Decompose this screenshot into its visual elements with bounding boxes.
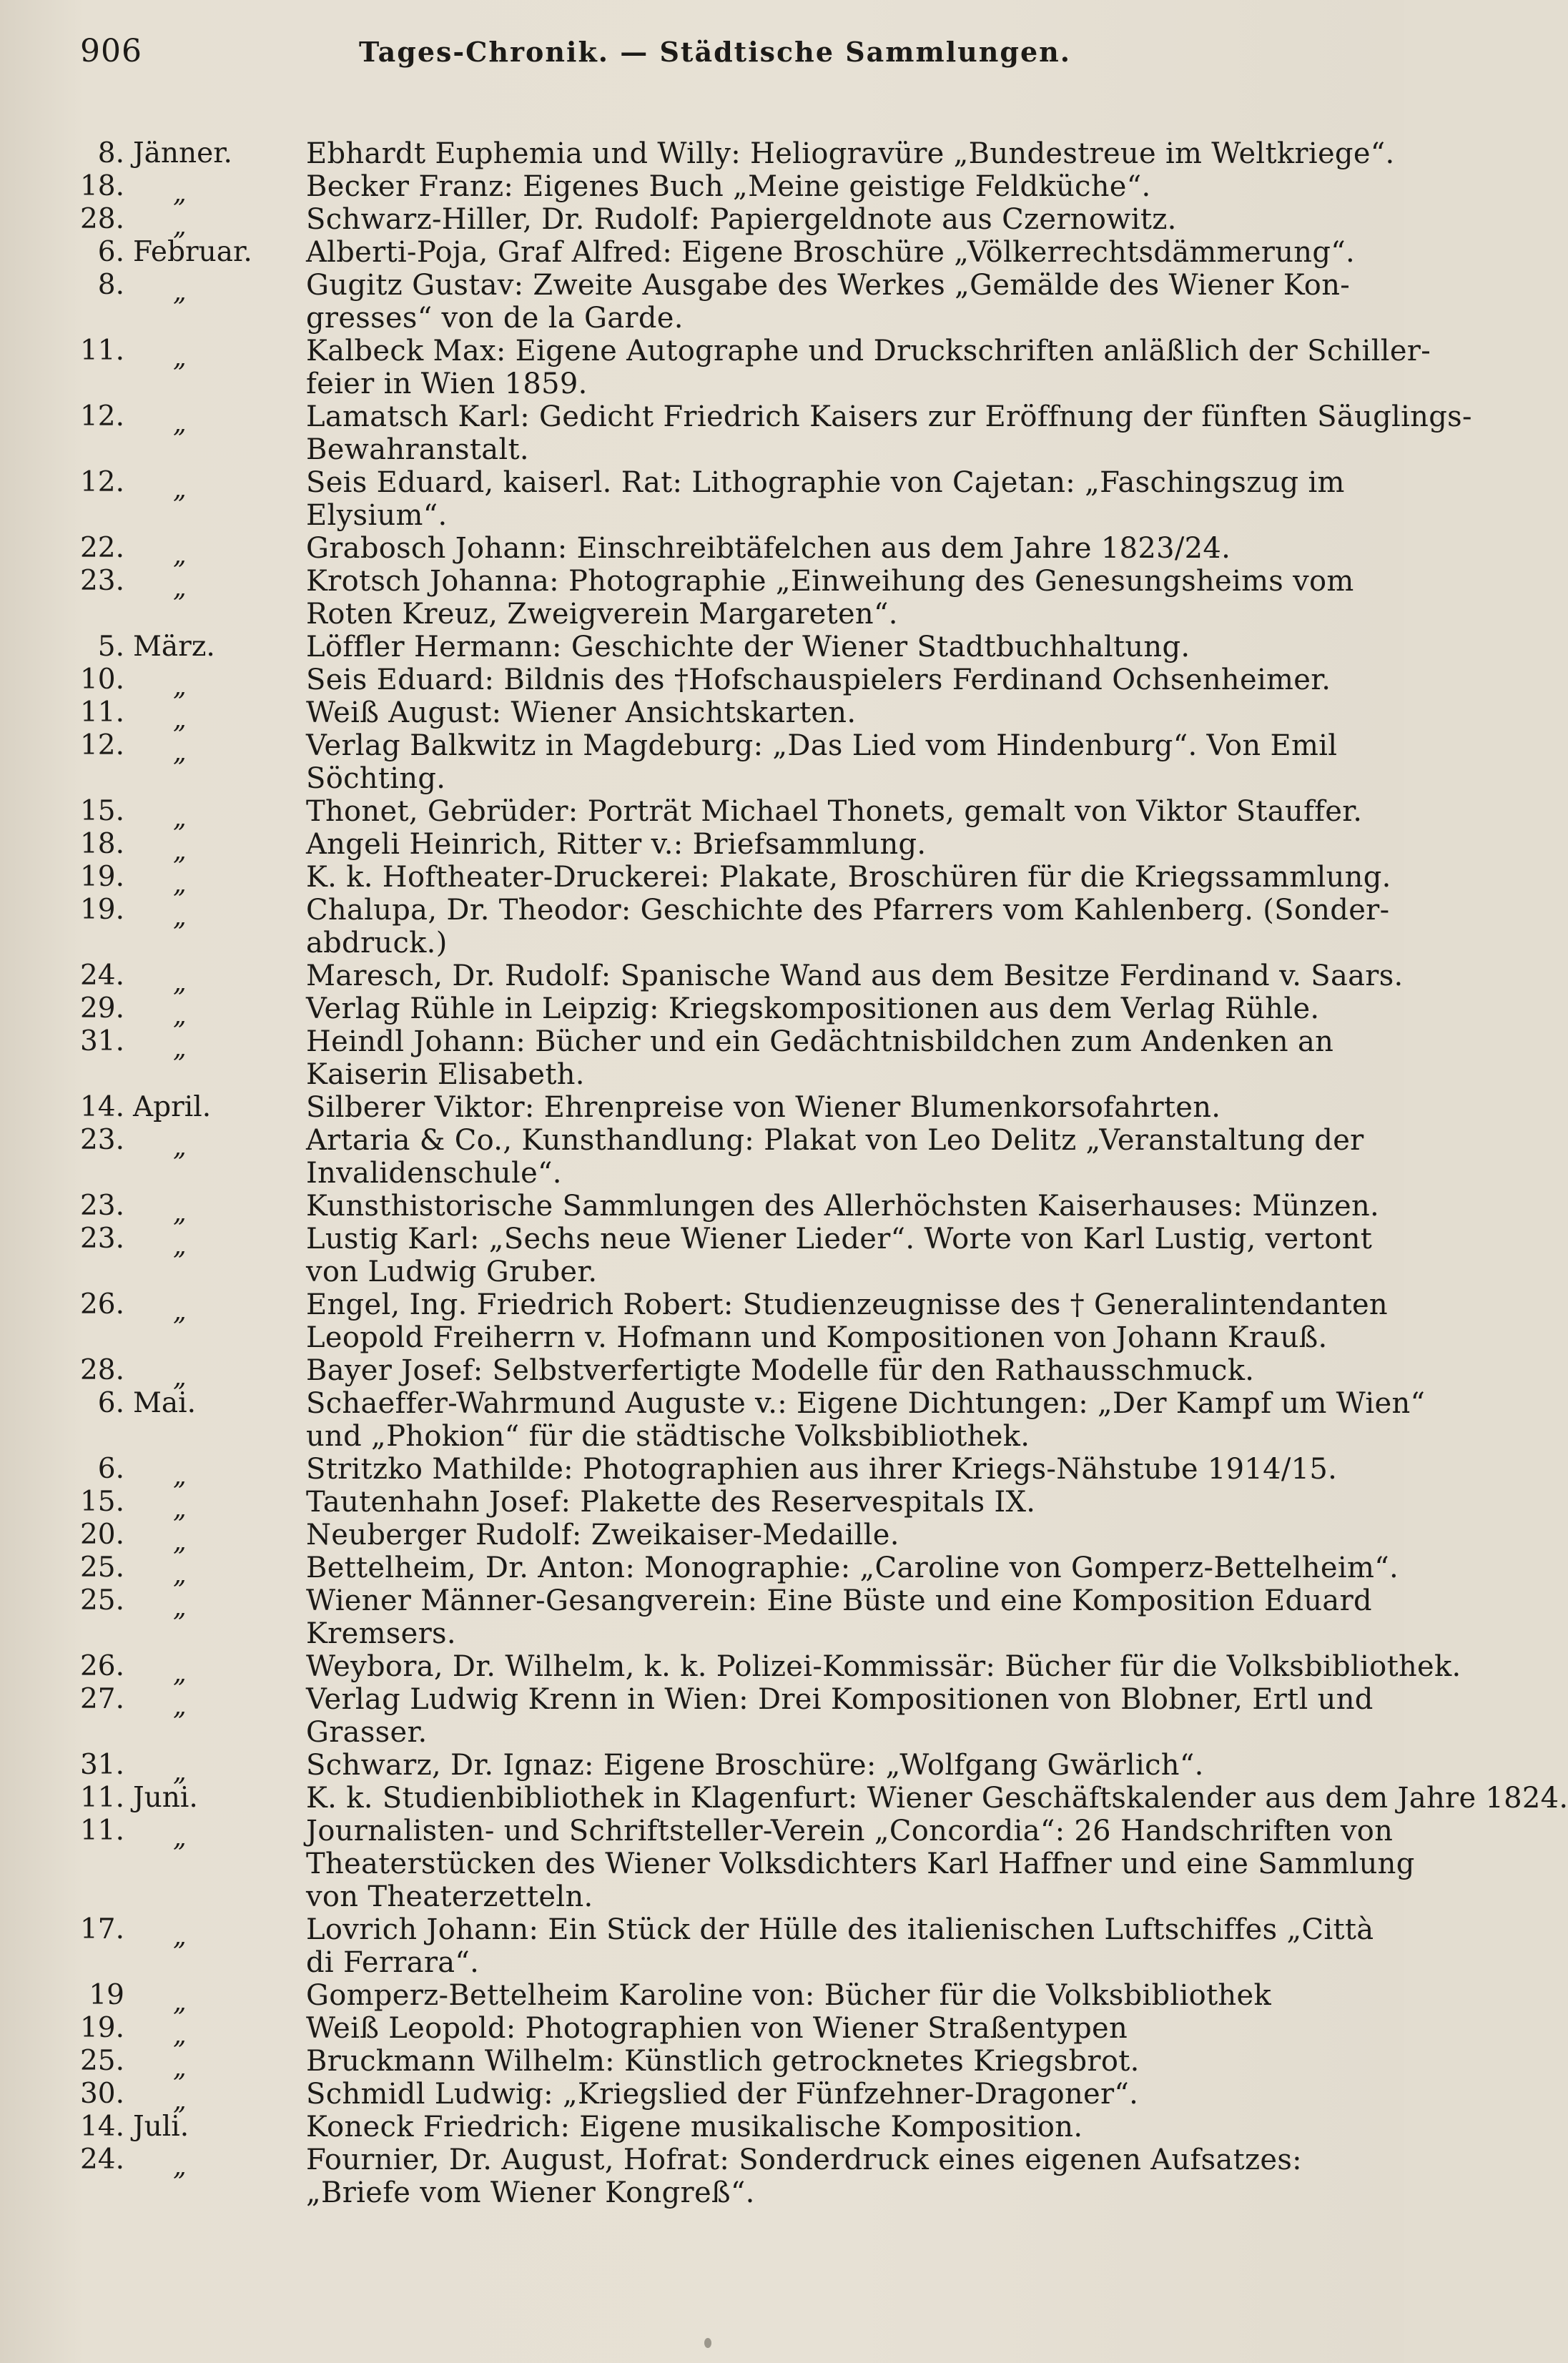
entry-day: 15. bbox=[79, 795, 124, 827]
entry-text-line: Leopold Freiherrn v. Hofmann und Kompositionen von Johann Krauß. bbox=[306, 1321, 1328, 1354]
entry-text-line: Journalisten- und Schriftsteller-Verein „Concordia“: 26 Handschriften von bbox=[306, 1815, 1394, 1848]
chronicle-entry bbox=[0, 2045, 1404, 2083]
entry-day: 26. bbox=[79, 1650, 124, 1682]
entry-text-line: Grabosch Johann: Einschreibtäfelchen aus dem Jahre 1823/24. bbox=[306, 532, 1231, 565]
ditto-mark: „ bbox=[173, 573, 187, 603]
entry-day: 10. bbox=[79, 663, 124, 696]
entry-text-line: K. k. Studienbibliothek in Klagenfurt: Wiener Geschäftskalender aus dem Jahre 1824. bbox=[306, 1782, 1568, 1815]
ditto-mark: „ bbox=[173, 1560, 187, 1589]
entry-text-line: Artaria & Co., Kunsthandlung: Plakat von Leo Delitz „Veranstaltung der bbox=[306, 1124, 1364, 1157]
entry-day: 23. bbox=[79, 565, 124, 597]
chronicle-entry bbox=[0, 959, 1404, 997]
ditto-mark: „ bbox=[173, 2053, 187, 2083]
ditto-mark: „ bbox=[173, 1988, 187, 2017]
entry-day: 19. bbox=[79, 894, 124, 926]
chronicle-entry bbox=[0, 1815, 1415, 1913]
entry-text-line: Kaiserin Elisabeth. bbox=[306, 1058, 585, 1091]
chronicle-entry bbox=[0, 2111, 1404, 2144]
ditto-mark: „ bbox=[173, 343, 187, 373]
entry-day: 30. bbox=[79, 2078, 124, 2110]
entry-text-line: Heindl Johann: Bücher und ein Gedächtnisbildchen zum Andenken an bbox=[306, 1025, 1334, 1058]
ditto-mark: „ bbox=[173, 409, 187, 438]
entry-day: 19. bbox=[79, 861, 124, 893]
chronicle-entry bbox=[0, 795, 1404, 833]
entry-day: 11. bbox=[79, 1782, 124, 1814]
ditto-mark: „ bbox=[173, 1527, 187, 1557]
chronicle-entry bbox=[0, 565, 1404, 631]
entry-month: April. bbox=[133, 1091, 212, 1123]
ditto-mark: „ bbox=[173, 1823, 187, 1853]
ditto-mark: „ bbox=[173, 869, 187, 899]
entry-day: 23. bbox=[79, 1223, 124, 1255]
entry-text-line: K. k. Hoftheater-Druckerei: Plakate, Broschüren für die Kriegssammlung. bbox=[306, 861, 1391, 894]
entry-text-line: Gugitz Gustav: Zweite Ausgabe des Werkes „Gemälde des Wiener Kon- bbox=[306, 269, 1351, 302]
entry-text-line: Lovrich Johann: Ein Stück der Hülle des italienischen Luftschiffes „Città bbox=[306, 1913, 1374, 1946]
entry-text-line: Angeli Heinrich, Ritter v.: Briefsammlung. bbox=[306, 828, 927, 861]
chronicle-entry bbox=[0, 1091, 1404, 1124]
chronicle-entry bbox=[0, 894, 1404, 959]
entry-text-line: Stritzko Mathilde: Photographien aus ihrer Kriegs-Nähstube 1914/15. bbox=[306, 1453, 1338, 1486]
chronicle-entry bbox=[0, 335, 1431, 400]
entry-month: Juni. bbox=[133, 1782, 198, 1814]
chronicle-entry bbox=[0, 631, 1404, 663]
entry-text-line: von Ludwig Gruber. bbox=[306, 1256, 598, 1288]
ditto-mark: „ bbox=[173, 2086, 187, 2116]
entry-text-line: Weiß August: Wiener Ansichtskarten. bbox=[306, 696, 857, 729]
chronicle-entry bbox=[0, 1749, 1404, 1787]
entry-text-line: Maresch, Dr. Rudolf: Spanische Wand aus dem Besitze Ferdinand v. Saars. bbox=[306, 959, 1404, 992]
chronicle-entry bbox=[0, 1223, 1404, 1288]
chronicle-entry bbox=[0, 2144, 1404, 2209]
entry-text-line: Weiß Leopold: Photographien von Wiener Straßentypen bbox=[306, 2012, 1128, 2045]
ditto-mark: „ bbox=[173, 212, 187, 241]
chronicle-entry bbox=[0, 1519, 1404, 1557]
print-speck bbox=[704, 2338, 711, 2348]
entry-day: 5. bbox=[97, 631, 124, 663]
ditto-mark: „ bbox=[173, 968, 187, 997]
entry-text-line: Bruckmann Wilhelm: Künstlich getrocknetes Kriegsbrot. bbox=[306, 2045, 1140, 2078]
ditto-mark: „ bbox=[173, 1133, 187, 1162]
entry-text-line: Silberer Viktor: Ehrenpreise von Wiener Blumenkorsofahrten. bbox=[306, 1091, 1221, 1124]
ditto-mark: „ bbox=[173, 804, 187, 833]
entry-day: 22. bbox=[79, 532, 124, 564]
entry-day: 19. bbox=[79, 2012, 124, 2044]
entry-text-line: Bewahranstalt. bbox=[306, 433, 529, 466]
chronicle-entry bbox=[0, 1584, 1404, 1650]
running-head: Tages-Chronik. — Städtische Sammlungen. bbox=[358, 36, 1071, 68]
chronicle-entry bbox=[0, 992, 1404, 1030]
ditto-mark: „ bbox=[173, 1757, 187, 1787]
ditto-mark: „ bbox=[173, 277, 187, 307]
chronicle-entry bbox=[0, 466, 1404, 532]
entry-day: 28. bbox=[79, 203, 124, 235]
entry-text-line: Tautenhahn Josef: Plakette des Reservespitals IX. bbox=[306, 1486, 1036, 1519]
chronicle-entry bbox=[0, 1190, 1404, 1228]
chronicle-entry bbox=[0, 2012, 1404, 2050]
ditto-mark: „ bbox=[173, 1001, 187, 1030]
entry-text-line: Schwarz, Dr. Ignaz: Eigene Broschüre: „Wolfgang Gwärlich“. bbox=[306, 1749, 1204, 1782]
ditto-mark: „ bbox=[173, 2021, 187, 2050]
entry-text-line: Löffler Hermann: Geschichte der Wiener Stadtbuchhaltung. bbox=[306, 631, 1190, 663]
chronicle-entry bbox=[0, 1683, 1404, 1749]
entry-text-line: Kunsthistorische Sammlungen des Allerhöchsten Kaiserhauses: Münzen. bbox=[306, 1190, 1380, 1223]
entry-text-line: Koneck Friedrich: Eigene musikalische Komposition. bbox=[306, 2111, 1083, 2144]
entry-day: 12. bbox=[79, 466, 124, 498]
ditto-mark: „ bbox=[173, 541, 187, 570]
entry-day: 14. bbox=[79, 1091, 124, 1123]
entry-text-line: Theaterstücken des Wiener Volksdichters Karl Haffner und eine Sammlung bbox=[306, 1848, 1415, 1880]
entry-day: 25. bbox=[79, 1552, 124, 1584]
entry-text-line: Alberti-Poja, Graf Alfred: Eigene Broschüre „Völkerrechtsdämmerung“. bbox=[306, 236, 1356, 269]
entry-day: 20. bbox=[79, 1519, 124, 1551]
entry-day: 11. bbox=[79, 696, 124, 729]
chronicle-entries bbox=[0, 137, 1568, 2209]
entry-text-line: gresses“ von de la Garde. bbox=[306, 302, 684, 335]
entry-day: 8. bbox=[97, 269, 124, 301]
entry-month: Jänner. bbox=[133, 137, 232, 169]
entry-day: 25. bbox=[79, 2045, 124, 2077]
entry-day: 8. bbox=[97, 137, 124, 169]
chronicle-entry bbox=[0, 137, 1404, 170]
chronicle-entry bbox=[0, 828, 1404, 866]
entry-text-line: Neuberger Rudolf: Zweikaiser-Medaille. bbox=[306, 1519, 899, 1552]
chronicle-entry bbox=[0, 1025, 1404, 1091]
chronicle-entry bbox=[0, 1979, 1404, 2017]
entry-text-line: Roten Kreuz, Zweigverein Margareten“. bbox=[306, 598, 898, 631]
ditto-mark: „ bbox=[173, 705, 187, 734]
entry-day: 29. bbox=[79, 992, 124, 1025]
ditto-mark: „ bbox=[173, 1034, 187, 1063]
entry-text-line: Schwarz-Hiller, Dr. Rudolf: Papiergeldnote aus Czernowitz. bbox=[306, 203, 1177, 236]
entry-day: 12. bbox=[79, 400, 124, 433]
chronicle-entry bbox=[0, 1453, 1404, 1491]
entry-text-line: Engel, Ing. Friedrich Robert: Studienzeugnisse des † Generalintendanten bbox=[306, 1288, 1388, 1321]
ditto-mark: „ bbox=[173, 1198, 187, 1228]
entry-text-line: Seis Eduard: Bildnis des †Hofschauspielers Ferdinand Ochsenheimer. bbox=[306, 663, 1331, 696]
chronicle-entry bbox=[0, 663, 1404, 701]
chronicle-entry bbox=[0, 1782, 1568, 1815]
page-number: 906 bbox=[80, 33, 142, 69]
entry-month: Februar. bbox=[133, 236, 252, 268]
chronicle-entry bbox=[0, 1552, 1404, 1589]
entry-text-line: Ebhardt Euphemia und Willy: Heliogravüre „Bundestreue im Weltkriege“. bbox=[306, 137, 1395, 170]
entry-text-line: Elysium“. bbox=[306, 499, 448, 532]
ditto-mark: „ bbox=[173, 1363, 187, 1392]
entry-text-line: Kalbeck Max: Eigene Autographe und Druckschriften anläßlich der Schiller- bbox=[306, 335, 1431, 367]
chronicle-entry bbox=[0, 1913, 1404, 1979]
entry-day: 26. bbox=[79, 1288, 124, 1321]
entry-day: 31. bbox=[79, 1749, 124, 1781]
entry-month: Mai. bbox=[133, 1387, 197, 1419]
entry-day: 28. bbox=[79, 1354, 124, 1386]
entry-text-line: Becker Franz: Eigenes Buch „Meine geistige Feldküche“. bbox=[306, 170, 1151, 203]
entry-text-line: Weybora, Dr. Wilhelm, k. k. Polizei-Kommissär: Bücher für die Volksbibliothek. bbox=[306, 1650, 1461, 1683]
entry-text-line: Thonet, Gebrüder: Porträt Michael Thonets, gemalt von Viktor Stauffer. bbox=[306, 795, 1363, 828]
page-header bbox=[0, 27, 1404, 77]
entry-text-line: Wiener Männer-Gesangverein: Eine Büste und eine Komposition Eduard bbox=[306, 1584, 1372, 1617]
ditto-mark: „ bbox=[173, 2152, 187, 2181]
chronicle-entry bbox=[0, 729, 1404, 795]
entry-day: 18. bbox=[79, 170, 124, 202]
ditto-mark: „ bbox=[173, 1692, 187, 1721]
entry-text-line: „Briefe vom Wiener Kongreß“. bbox=[306, 2176, 755, 2209]
entry-text-line: di Ferrara“. bbox=[306, 1946, 480, 1979]
chronicle-entry bbox=[0, 1124, 1404, 1190]
entry-text-line: Lustig Karl: „Sechs neue Wiener Lieder“. Worte von Karl Lustig, vertont bbox=[306, 1223, 1373, 1256]
entry-month: Juli. bbox=[133, 2111, 189, 2143]
entry-month: März. bbox=[133, 631, 215, 663]
entry-day: 17. bbox=[79, 1913, 124, 1945]
ditto-mark: „ bbox=[173, 902, 187, 932]
chronicle-entry bbox=[0, 861, 1404, 899]
chronicle-entry bbox=[0, 1486, 1404, 1524]
entry-text-line: Bettelheim, Dr. Anton: Monographie: „Caroline von Gomperz-Bettelheim“. bbox=[306, 1552, 1399, 1584]
ditto-mark: „ bbox=[173, 475, 187, 504]
entry-day: 23. bbox=[79, 1190, 124, 1222]
entry-day: 15. bbox=[79, 1486, 124, 1518]
entry-text-line: Verlag Rühle in Leipzig: Kriegskompositionen aus dem Verlag Rühle. bbox=[306, 992, 1320, 1025]
chronicle-entry bbox=[0, 1650, 1461, 1688]
chronicle-entry bbox=[0, 269, 1404, 335]
ditto-mark: „ bbox=[173, 1231, 187, 1261]
entry-day: 6. bbox=[97, 236, 124, 268]
entry-day: 31. bbox=[79, 1025, 124, 1057]
chronicle-entry bbox=[0, 532, 1404, 570]
ditto-mark: „ bbox=[173, 179, 187, 208]
chronicle-entry bbox=[0, 2078, 1404, 2116]
ditto-mark: „ bbox=[173, 738, 187, 767]
entry-day: 14. bbox=[79, 2111, 124, 2143]
entry-day: 23. bbox=[79, 1124, 124, 1156]
entry-text-line: Grasser. bbox=[306, 1716, 428, 1749]
entry-text-line: Krotsch Johanna: Photographie „Einweihung des Genesungsheims vom bbox=[306, 565, 1354, 598]
chronicle-entry bbox=[0, 400, 1472, 466]
chronicle-entry bbox=[0, 1288, 1404, 1354]
entry-text-line: feier in Wien 1859. bbox=[306, 367, 588, 400]
chronicle-entry bbox=[0, 170, 1404, 208]
ditto-mark: „ bbox=[173, 1494, 187, 1524]
entry-text-line: Invalidenschule“. bbox=[306, 1157, 562, 1190]
entry-day: 19 bbox=[89, 1979, 124, 2011]
chronicle-entry bbox=[0, 236, 1404, 269]
entry-day: 11. bbox=[79, 1815, 124, 1847]
ditto-mark: „ bbox=[173, 1593, 187, 1622]
entry-text-line: abdruck.) bbox=[306, 927, 448, 959]
ditto-mark: „ bbox=[173, 1297, 187, 1326]
entry-day: 18. bbox=[79, 828, 124, 860]
entry-text-line: Schaeffer-Wahrmund Auguste v.: Eigene Dichtungen: „Der Kampf um Wien“ bbox=[306, 1387, 1426, 1420]
ditto-mark: „ bbox=[173, 1922, 187, 1951]
entry-day: 24. bbox=[79, 959, 124, 992]
ditto-mark: „ bbox=[173, 672, 187, 701]
entry-text-line: Verlag Balkwitz in Magdeburg: „Das Lied vom Hindenburg“. Von Emil bbox=[306, 729, 1338, 762]
entry-day: 24. bbox=[79, 2144, 124, 2176]
entry-text-line: Chalupa, Dr. Theodor: Geschichte des Pfarrers vom Kahlenberg. (Sonder- bbox=[306, 894, 1390, 927]
entry-day: 6. bbox=[97, 1453, 124, 1485]
chronicle-entry bbox=[0, 203, 1404, 241]
ditto-mark: „ bbox=[173, 1659, 187, 1688]
entry-day: 12. bbox=[79, 729, 124, 761]
entry-text-line: Seis Eduard, kaiserl. Rat: Lithographie von Cajetan: „Faschingszug im bbox=[306, 466, 1345, 499]
chronicle-entry bbox=[0, 696, 1404, 734]
entry-day: 11. bbox=[79, 335, 124, 367]
entry-day: 27. bbox=[79, 1683, 124, 1715]
entry-text-line: Lamatsch Karl: Gedicht Friedrich Kaisers zur Eröffnung der fünften Säuglings- bbox=[306, 400, 1472, 433]
chronicle-entry bbox=[0, 1387, 1426, 1453]
entry-day: 25. bbox=[79, 1584, 124, 1617]
entry-text-line: Bayer Josef: Selbstverfertigte Modelle für den Rathausschmuck. bbox=[306, 1354, 1255, 1387]
entry-text-line: Gomperz-Bettelheim Karoline von: Bücher für die Volksbibliothek bbox=[306, 1979, 1271, 2012]
entry-text-line: Verlag Ludwig Krenn in Wien: Drei Kompositionen von Blobner, Ertl und bbox=[306, 1683, 1374, 1716]
entry-text-line: Kremsers. bbox=[306, 1617, 456, 1650]
entry-text-line: von Theaterzetteln. bbox=[306, 1880, 593, 1913]
entry-text-line: und „Phokion“ für die städtische Volksbibliothek. bbox=[306, 1420, 1030, 1453]
entry-text-line: Fournier, Dr. August, Hofrat: Sonderdruck eines eigenen Aufsatzes: bbox=[306, 2144, 1302, 2176]
entry-text-line: Söchting. bbox=[306, 762, 446, 795]
ditto-mark: „ bbox=[173, 837, 187, 866]
entry-day: 6. bbox=[97, 1387, 124, 1419]
entry-text-line: Schmidl Ludwig: „Kriegslied der Fünfzehner-Dragoner“. bbox=[306, 2078, 1139, 2111]
ditto-mark: „ bbox=[173, 1461, 187, 1491]
chronicle-entry bbox=[0, 1354, 1404, 1392]
